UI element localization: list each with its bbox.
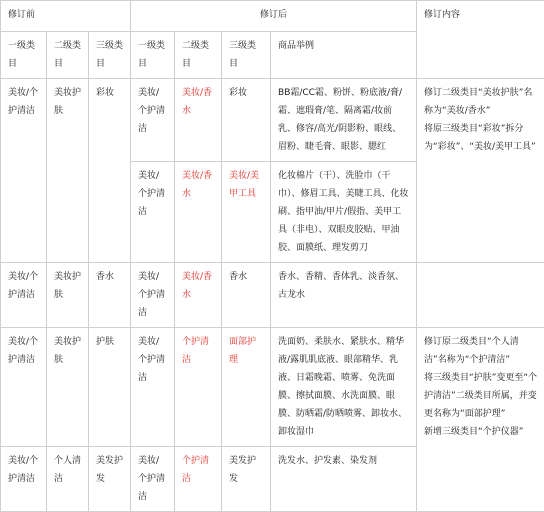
after-level1: 美妆/个护清洁 [131,447,175,512]
after-level1: 美妆/个护清洁 [131,263,175,328]
after-level1: 美妆/个护清洁 [131,79,175,162]
header-before-level2: 二级类目 [47,32,89,79]
header-row-top [1,1,544,32]
revision-note-line: 修订二级类目“美妆护肤”名称为“美妆/香水” [424,84,537,120]
after-level3: 彩妆 [222,79,271,162]
revision-note-line: 将原三级类目“彩妆”拆分为“彩妆”、“美妆/美甲工具” [424,120,537,156]
before-level3: 护肤 [89,328,131,447]
after-level2: 个护清洁 [175,328,222,447]
after-level3: 美发护发 [222,447,271,512]
header-before: 修订前 [1,1,131,32]
table-row [1,79,544,162]
revision-note-line: 将三级类目“护肤”变更至“个护清洁”二级类目所属，并变更名称为“面部护理” [424,369,537,423]
before-level2: 美妆护肤 [47,263,89,328]
table-row [1,328,544,447]
product-examples: 洗发水、护发素、染发剂 [271,447,417,512]
header-content: 修订内容 [417,1,544,79]
after-level1: 美妆/个护清洁 [131,328,175,447]
product-examples: 香水、香精、香体乳、淡香氛、古龙水 [271,263,417,328]
before-level1: 美妆/个护清洁 [1,263,47,328]
before-level2: 美妆护肤 [47,328,89,447]
before-level2: 美妆护肤 [47,79,89,263]
after-level2: 美妆/香水 [175,162,222,263]
before-level1: 美妆/个护清洁 [1,79,47,263]
header-after-level2: 二级类目 [175,32,222,79]
header-after-level1: 一级类目 [131,32,175,79]
table-row [1,263,544,328]
header-examples: 商品举例 [271,32,417,79]
after-level3: 香水 [222,263,271,328]
revision-note [417,328,544,512]
after-level1: 美妆/个护清洁 [131,162,175,263]
before-level3: 美发护发 [89,447,131,512]
header-before-level3: 三级类目 [89,32,131,79]
product-examples: 洗面奶、柔肤水、紧肤水、精华液/露肌肌底液、眼部精华、乳液、日霜晚霜、喷雾、免洗面膜、擦拭面膜、水洗面膜、眼膜、防晒霜/防晒喷雾、卸妆水、卸妆湿巾 [271,328,417,447]
product-examples: BB霜/CC霜、粉饼、粉底液/膏/霜、遮瑕膏/笔、隔离霜/妆前乳、修容/高光/阴影粉、眼线、眉粉、睫毛膏、眼影、腮红 [271,79,417,162]
header-after: 修订后 [131,1,417,32]
before-level2: 个人清洁 [47,447,89,512]
before-level3: 彩妆 [89,79,131,263]
after-level2: 个护清洁 [175,447,222,512]
revision-note-line: 新增三级类目“个护仪器” [424,423,537,441]
header-after-level3: 三级类目 [222,32,271,79]
header-before-level1: 一级类目 [1,32,47,79]
revision-note-line: 修订原二级类目“个人清洁”名称为“个护清洁” [424,333,537,369]
after-level2: 美妆/香水 [175,263,222,328]
before-level3: 香水 [89,263,131,328]
product-examples: 化妆棉片（干）、洗脸巾（干巾）、修眉工具、美睫工具、化妆刷、指甲油/甲片/假指、美甲工具（非电）、双眼皮胶贴、甲油胶、面膜纸、理发剪刀 [271,162,417,263]
before-level1: 美妆/个护清洁 [1,447,47,512]
after-level3: 美妆/美甲工具 [222,162,271,263]
revision-note [417,79,544,263]
after-level3: 面部护理 [222,328,271,447]
revision-note-empty [417,263,544,328]
after-level2: 美妆/香水 [175,79,222,162]
before-level1: 美妆/个护清洁 [1,328,47,447]
